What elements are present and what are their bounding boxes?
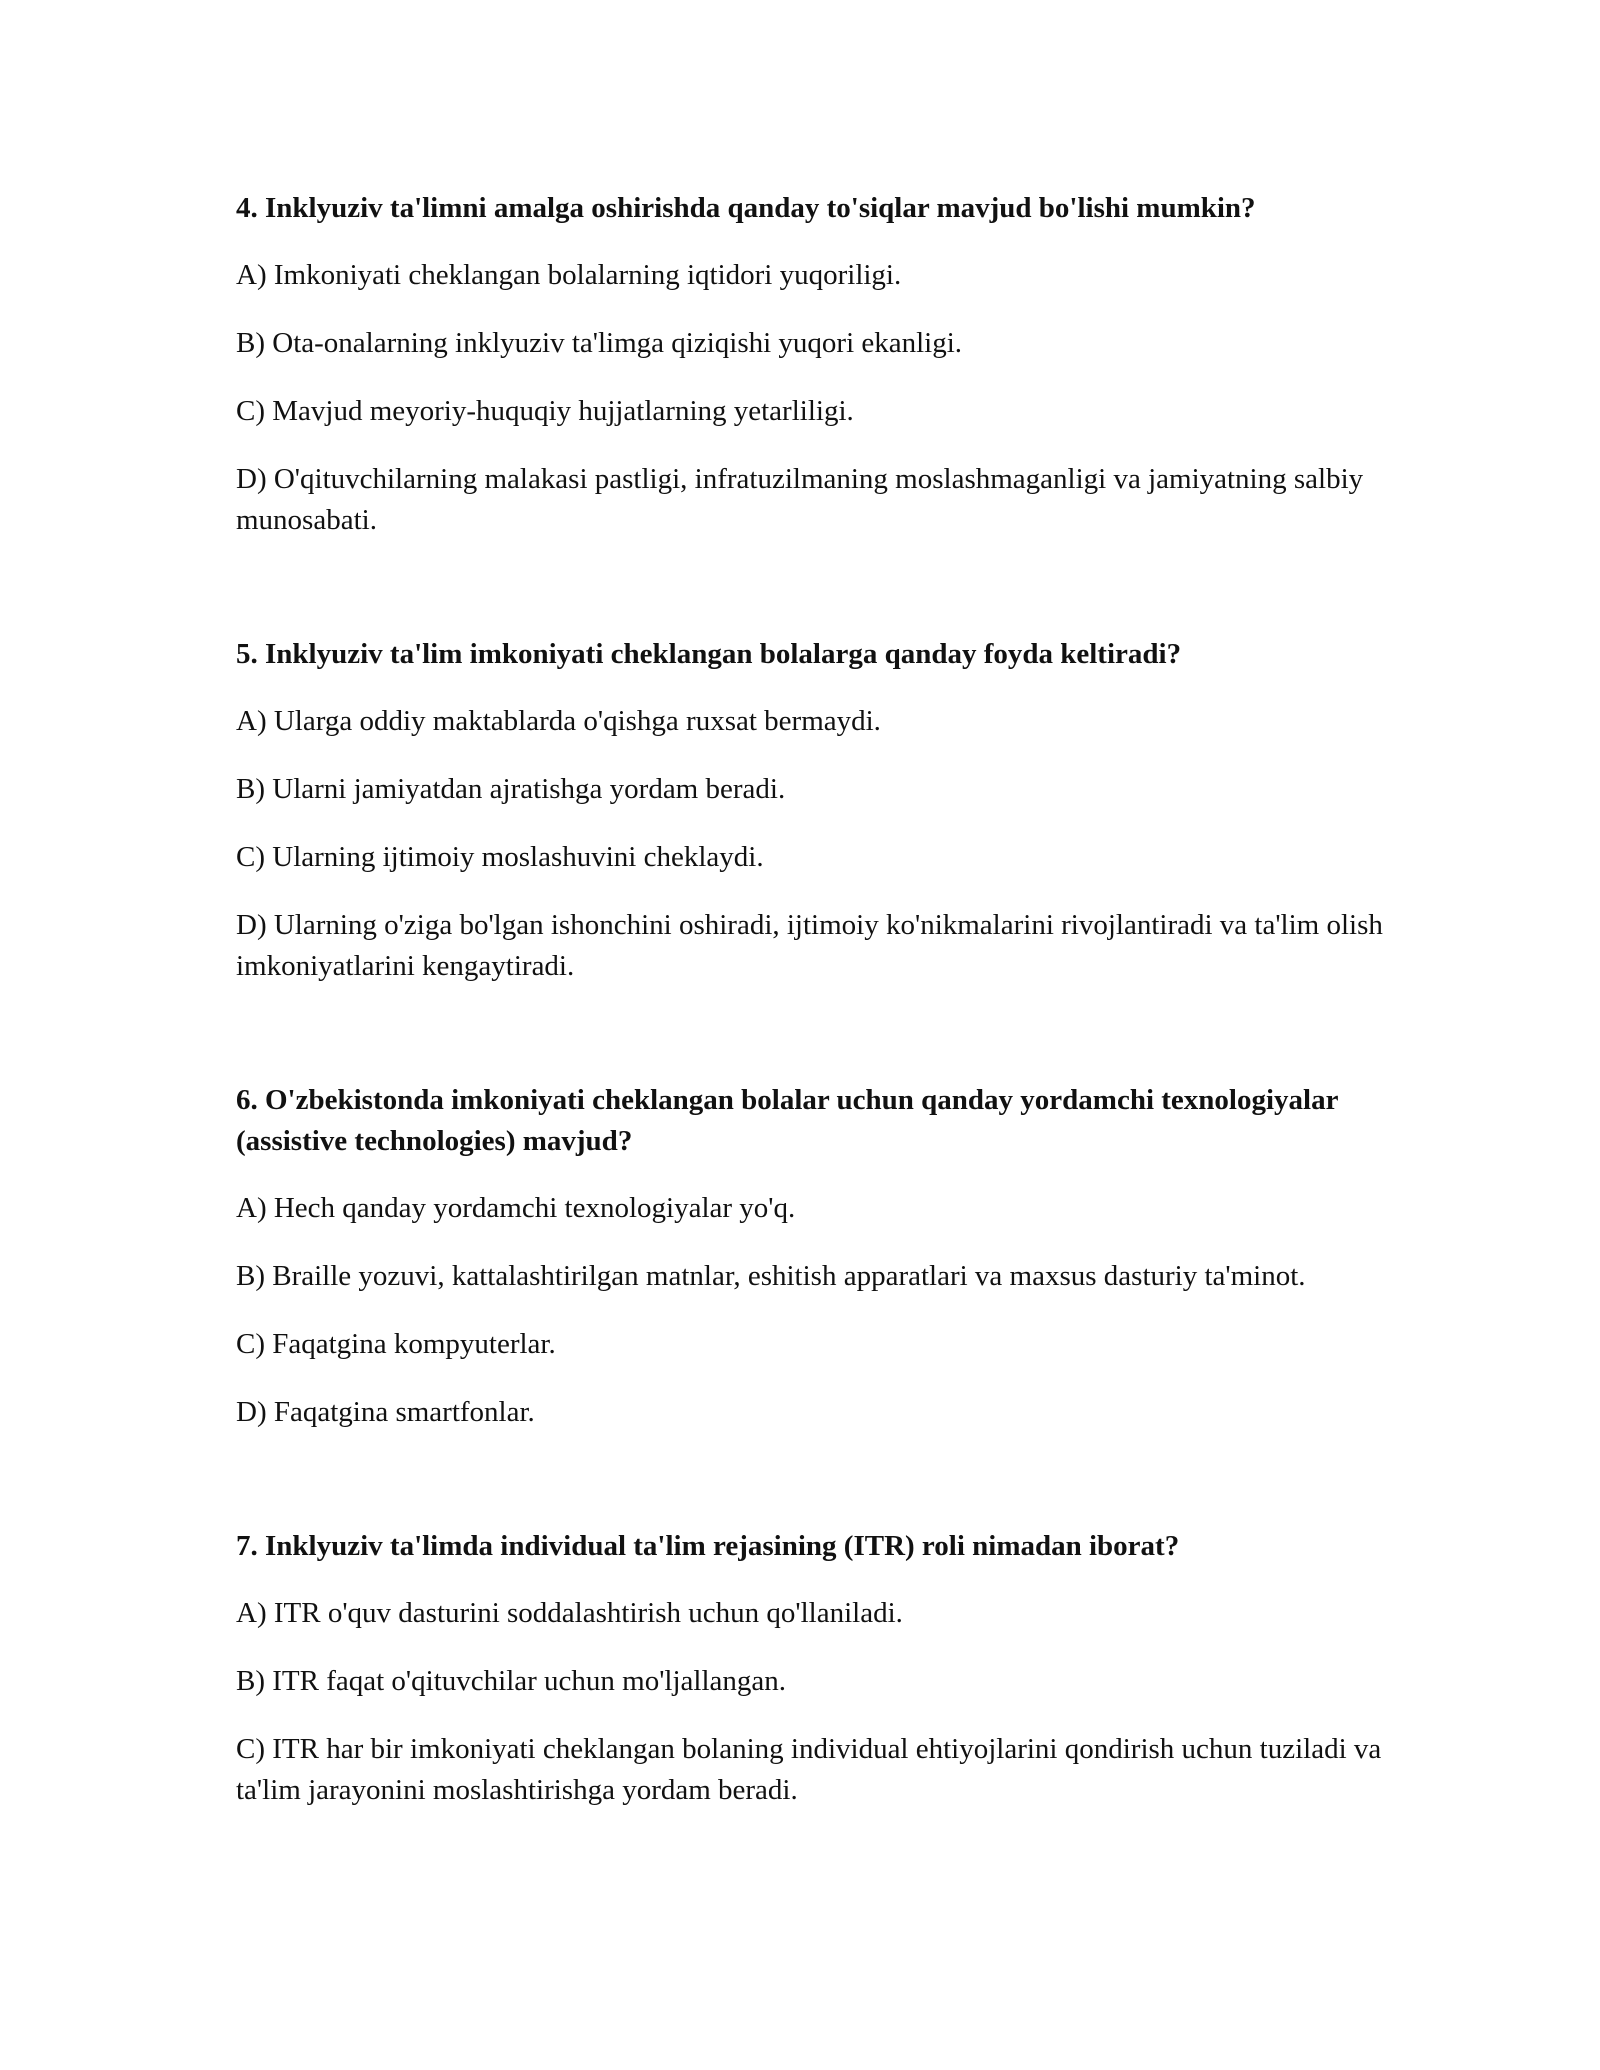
answer-option-c: C) ITR har bir imkoniyati cheklangan bolaning individual ehtiyojlarini qondirish uchun tuziladi va ta'lim jarayonini moslashtirishga yordam beradi. <box>236 1733 1382 1806</box>
answer-option-d: D) O'qituvchilarning malakasi pastligi, infratuzilmaning moslashmaganligi va jamiyatning salbiy munosabati. <box>236 463 1364 536</box>
answer-option-b: B) Braille yozuvi, kattalashtirilgan matnlar, eshitish apparatlari va maxsus dasturiy ta'minot. <box>236 1260 1306 1292</box>
answer-option-a: A) Ularga oddiy maktablarda o'qishga ruxsat bermaydi. <box>236 705 881 737</box>
answer-option-a: A) Imkoniyati cheklangan bolalarning iqtidori yuqoriligi. <box>236 259 902 291</box>
answer-option-d: D) Ularning o'ziga bo'lgan ishonchini oshiradi, ijtimoiy ko'nikmalarini rivojlantiradi va ta'lim olish imkoniyatlarini kengaytiradi. <box>236 909 1383 982</box>
question-7 <box>236 1526 1386 1811</box>
answer-option-a: A) ITR o'quv dasturini soddalashtirish uchun qo'llaniladi. <box>236 1597 903 1629</box>
answer-option-c: C) Ularning ijtimoiy moslashuvini cheklaydi. <box>236 841 764 873</box>
answer-option-a: A) Hech qanday yordamchi texnologiyalar yo'q. <box>236 1192 796 1224</box>
question-title: 7. Inklyuziv ta'limda individual ta'lim rejasining (ITR) roli nimadan iborat? <box>236 1530 1180 1562</box>
question-title: 6. O'zbekistonda imkoniyati cheklangan bolalar uchun qanday yordamchi texnologiyalar (assistive technologies) mavjud? <box>236 1084 1338 1157</box>
question-5 <box>236 634 1386 987</box>
question-4 <box>236 188 1386 541</box>
answer-option-b: B) Ularni jamiyatdan ajratishga yordam beradi. <box>236 773 786 805</box>
question-6 <box>236 1080 1386 1433</box>
answer-option-c: C) Faqatgina kompyuterlar. <box>236 1328 556 1360</box>
answer-option-b: B) ITR faqat o'qituvchilar uchun mo'ljallangan. <box>236 1665 787 1697</box>
answer-option-b: B) Ota-onalarning inklyuziv ta'limga qiziqishi yuqori ekanligi. <box>236 327 963 359</box>
quiz-content <box>236 188 1386 1811</box>
question-title: 4. Inklyuziv ta'limni amalga oshirishda qanday to'siqlar mavjud bo'lishi mumkin? <box>236 192 1256 224</box>
question-title: 5. Inklyuziv ta'lim imkoniyati cheklangan bolalarga qanday foyda keltiradi? <box>236 638 1182 670</box>
answer-option-d: D) Faqatgina smartfonlar. <box>236 1396 535 1428</box>
answer-option-c: C) Mavjud meyoriy-huquqiy hujjatlarning yetarliligi. <box>236 395 854 427</box>
